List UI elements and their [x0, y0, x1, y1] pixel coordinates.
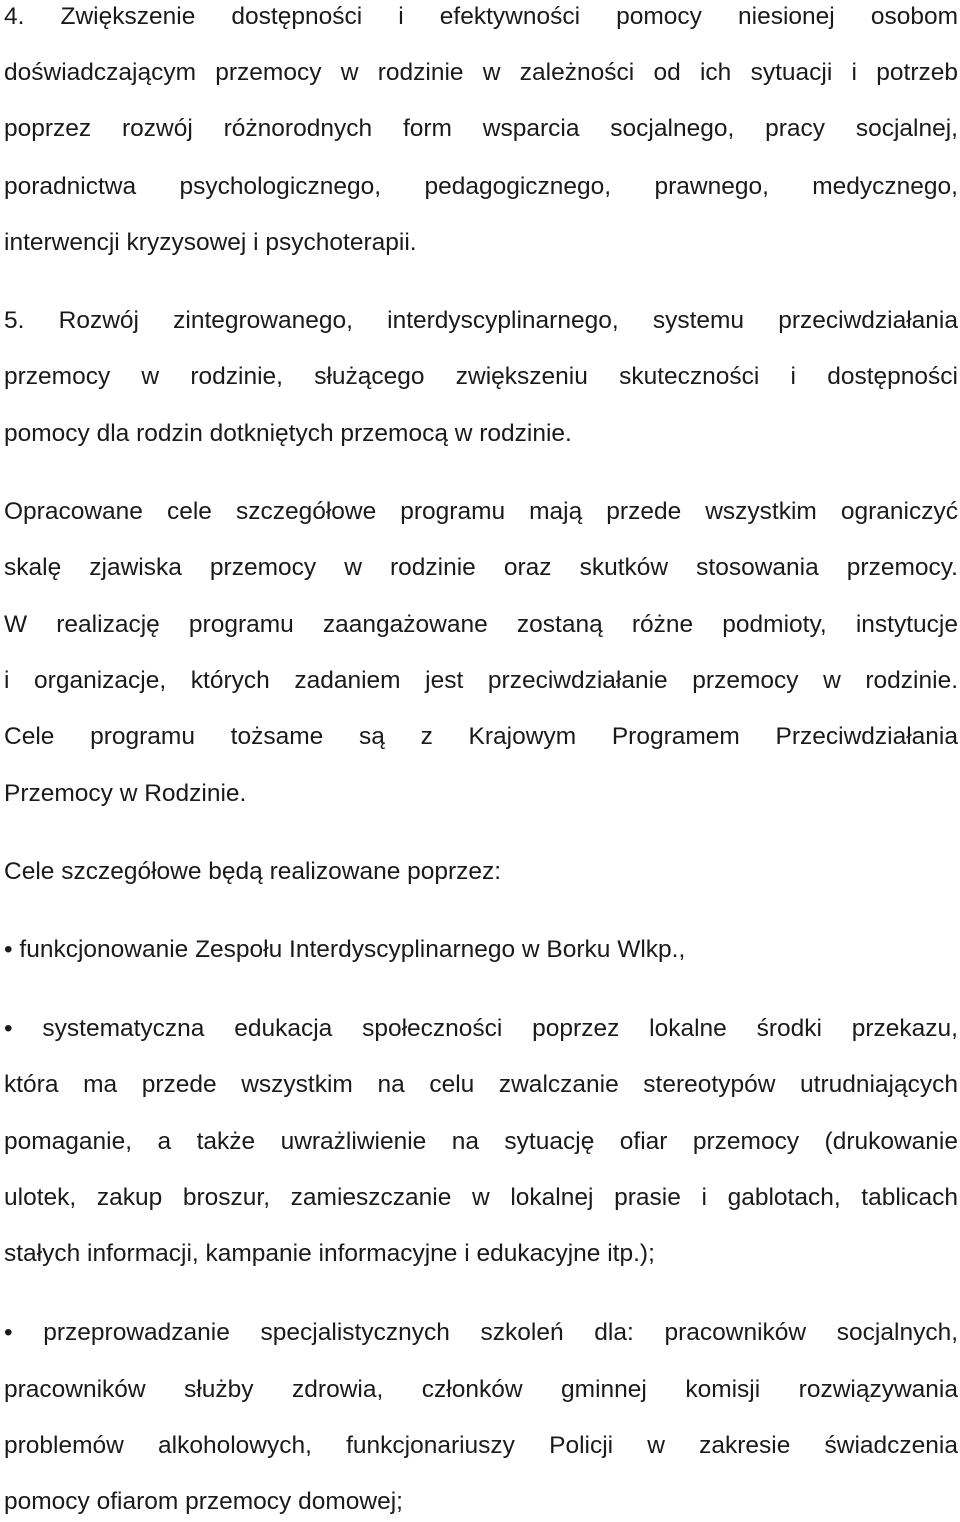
summary-line-4: i organizacje, których zadaniem jest przeciwdziałanie przemocy w rodzinie. — [4, 667, 958, 694]
summary-line-1: Opracowane cele szczegółowe programu mają przede wszystkim ograniczyć — [4, 498, 958, 525]
objective-5-line-3: pomocy dla rodzin dotkniętych przemocą w rodzinie. — [4, 420, 572, 447]
summary-line-6: Przemocy w Rodzinie. — [4, 780, 247, 807]
bullet-3-line-1: • przeprowadzanie specjalistycznych szkoleń dla: pracowników socjalnych, — [4, 1319, 958, 1346]
bullet-2-line-4: ulotek, zakup broszur, zamieszczanie w lokalnej prasie i gablotach, tablicach — [4, 1184, 958, 1211]
bullet-2-line-1: • systematyczna edukacja społeczności poprzez lokalne środki przekazu, — [4, 1015, 958, 1042]
summary-line-2: skalę zjawiska przemocy w rodzinie oraz skutków stosowania przemocy. — [4, 554, 958, 581]
bullet-2-line-3: pomaganie, a także uwrażliwienie na sytuację ofiar przemocy (drukowanie — [4, 1128, 958, 1155]
summary-line-3: W realizację programu zaangażowane zostaną różne podmioty, instytucje — [4, 611, 958, 638]
objective-4-line-4: poradnictwa psychologicznego, pedagogicznego, prawnego, medycznego, — [4, 173, 958, 200]
objective-4-line-5: interwencji kryzysowej i psychoterapii. — [4, 229, 417, 256]
bullet-3-line-4: pomocy ofiarom przemocy domowej; — [4, 1488, 403, 1515]
bullet-3-line-3: problemów alkoholowych, funkcjonariuszy Policji w zakresie świadczenia — [4, 1432, 958, 1459]
objective-5-line-2: przemocy w rodzinie, służącego zwiększeniu skuteczności i dostępności — [4, 363, 958, 390]
objective-4-line-2: doświadczającym przemocy w rodzinie w zależności od ich sytuacji i potrzeb — [4, 59, 958, 86]
bullet-1-line-1: • funkcjonowanie Zespołu Interdyscyplinarnego w Borku Wlkp., — [4, 936, 686, 963]
summary-line-5: Cele programu tożsame są z Krajowym Programem Przeciwdziałania — [4, 723, 958, 750]
objective-4-line-3: poprzez rozwój różnorodnych form wsparcia socjalnego, pracy socjalnej, — [4, 115, 958, 142]
realization-heading: Cele szczegółowe będą realizowane poprzez: — [4, 858, 502, 885]
bullet-2-line-2: która ma przede wszystkim na celu zwalczanie stereotypów utrudniających — [4, 1071, 958, 1098]
bullet-3-line-2: pracowników służby zdrowia, członków gminnej komisji rozwiązywania — [4, 1376, 958, 1403]
bullet-2-line-5: stałych informacji, kampanie informacyjne i edukacyjne itp.); — [4, 1240, 655, 1267]
objective-5-line-1: 5. Rozwój zintegrowanego, interdyscyplinarnego, systemu przeciwdziałania — [4, 307, 958, 334]
objective-4-line-1: 4. Zwiększenie dostępności i efektywności pomocy niesionej osobom — [4, 3, 958, 30]
